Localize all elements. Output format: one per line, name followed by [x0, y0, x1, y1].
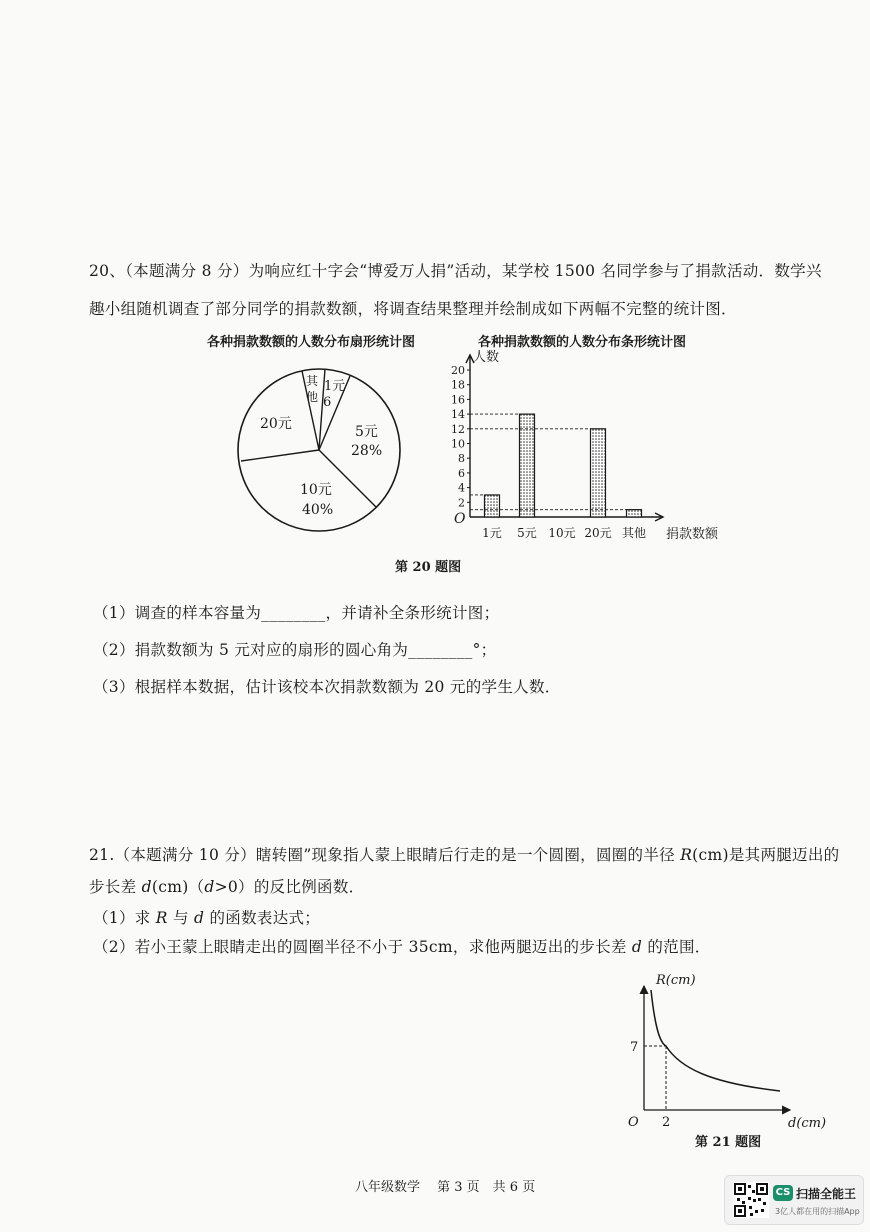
bar-y-tick-label: 4	[458, 481, 465, 495]
bar-其他	[627, 510, 642, 517]
q21-sub1-R: R	[155, 909, 168, 927]
graph-origin: O	[628, 1115, 639, 1130]
scanner-badge	[724, 1175, 864, 1225]
pie-label-one: 1元	[324, 379, 346, 394]
bar-origin-label: O	[454, 511, 466, 527]
q20-sub1: （1）调查的样本容量为________，并请补全条形统计图；	[93, 604, 500, 622]
inverse-function-graph	[620, 968, 835, 1133]
q21-line2-c: >0）的反比例函数．	[214, 878, 365, 896]
q20-figure-caption: 第 20 题图	[395, 560, 462, 575]
q21-sub1-c: 的函数表达式；	[204, 909, 321, 927]
q21-sub1-d: d	[194, 909, 205, 927]
bar-chart	[445, 345, 735, 550]
graph-curve	[651, 990, 780, 1091]
bar-y-tick-label: 14	[451, 408, 465, 422]
bar-x-axis-label: 捐款数额	[666, 527, 719, 542]
pie-label-twenty: 20元	[260, 416, 292, 432]
q21-var-d: d	[141, 878, 152, 896]
q21-var-R: R	[680, 846, 693, 864]
bar-x-tick-label: 5元	[517, 526, 537, 540]
badge-tagline: 3亿人都在用的扫描App	[775, 1207, 860, 1216]
graph-y-tick-7: 7	[630, 1040, 639, 1055]
graph-x-label: d(cm)	[788, 1116, 827, 1131]
bar-y-tick-label: 8	[458, 452, 465, 466]
bar-y-tick-label: 20	[451, 364, 465, 377]
q21-var-d2: d	[204, 878, 215, 896]
pie-label-one-pct: 6	[323, 395, 332, 410]
pie-label-other-2: 他	[306, 390, 319, 404]
page-footer: 八年级数学 第 3 页 共 6 页	[355, 1180, 536, 1195]
q21-line1-a: 21.（本题满分 10 分）瞎转圈”现象指人蒙上眼睛后行走的是一个圆圈，圆圈的半径	[89, 846, 681, 864]
bar-x-tick-label: 1元	[482, 526, 502, 540]
graph-x-tick-2: 2	[662, 1115, 671, 1130]
q21-sub1-a: （1）求	[93, 909, 156, 927]
q20-sub2: （2）捐款数额为 5 元对应的扇形的圆心角为________°；	[93, 641, 497, 659]
pie-label-other-1: 其	[306, 374, 319, 388]
pie-chart-title: 各种捐款数额的人数分布扇形统计图	[207, 335, 416, 350]
q21-figure-caption: 第 21 题图	[695, 1135, 762, 1150]
q21-sub1	[93, 906, 320, 928]
q21-line1-b: (cm)是其两腿迈出的	[692, 846, 840, 864]
bar-1元	[485, 495, 500, 517]
pie-divider-ten-end	[241, 450, 319, 461]
pie-label-five: 5元	[355, 424, 378, 440]
q20-sub3: （3）根据样本数据，估计该校本次捐款数额为 20 元的学生人数．	[93, 678, 561, 696]
qr-code-icon	[733, 1182, 769, 1218]
bar-y-tick-label: 18	[451, 378, 465, 392]
q20-line1: 20、（本题满分 8 分）为响应红十字会“博爱万人捐”活动，某学校 1500 名同学参与了捐款活动．数学兴	[89, 262, 822, 280]
graph-y-label: R(cm)	[656, 973, 696, 988]
bar-y-tick-label: 10	[451, 437, 465, 451]
bar-x-tick-label: 20元	[584, 526, 612, 540]
q21-line2-a: 步长差	[89, 878, 142, 896]
pie-chart	[230, 360, 415, 540]
pie-label-ten-pct: 40%	[302, 502, 334, 518]
cs-logo: CS	[773, 1185, 793, 1201]
bar-y-tick-label: 12	[451, 422, 465, 436]
q21-sub2-b: 的范围．	[642, 938, 711, 956]
q20-line2: 趣小组随机调查了部分同学的捐款数额，将调查结果整理并绘制成如下两幅不完整的统计图．	[89, 300, 737, 318]
pie-label-ten: 10元	[300, 482, 332, 498]
bar-y-axis-label: 人数	[473, 350, 500, 365]
bar-y-tick-label: 16	[451, 393, 465, 407]
bar-chart-title: 各种捐款数额的人数分布条形统计图	[478, 335, 687, 350]
bar-y-tick-label: 6	[458, 466, 465, 480]
pie-label-five-pct: 28%	[351, 443, 383, 459]
bar-5元	[520, 414, 535, 517]
q21-sub2-d: d	[631, 938, 643, 956]
badge-app-name: 扫描全能王	[796, 1187, 857, 1201]
q21-sub2-a: （2）若小王蒙上眼睛走出的圆圈半径不小于 35cm，求他两腿迈出的步长差	[93, 938, 632, 956]
q21-line1	[89, 843, 839, 865]
bar-x-tick-label: 其他	[621, 526, 647, 540]
q21-line2	[89, 875, 364, 897]
q21-sub2	[93, 935, 711, 957]
bar-y-tick-label: 2	[458, 496, 465, 510]
bar-x-tick-label: 10元	[548, 526, 576, 540]
q21-sub1-b: 与	[167, 909, 195, 927]
bar-20元	[591, 429, 606, 517]
q21-line2-b: (cm)（	[151, 878, 205, 896]
